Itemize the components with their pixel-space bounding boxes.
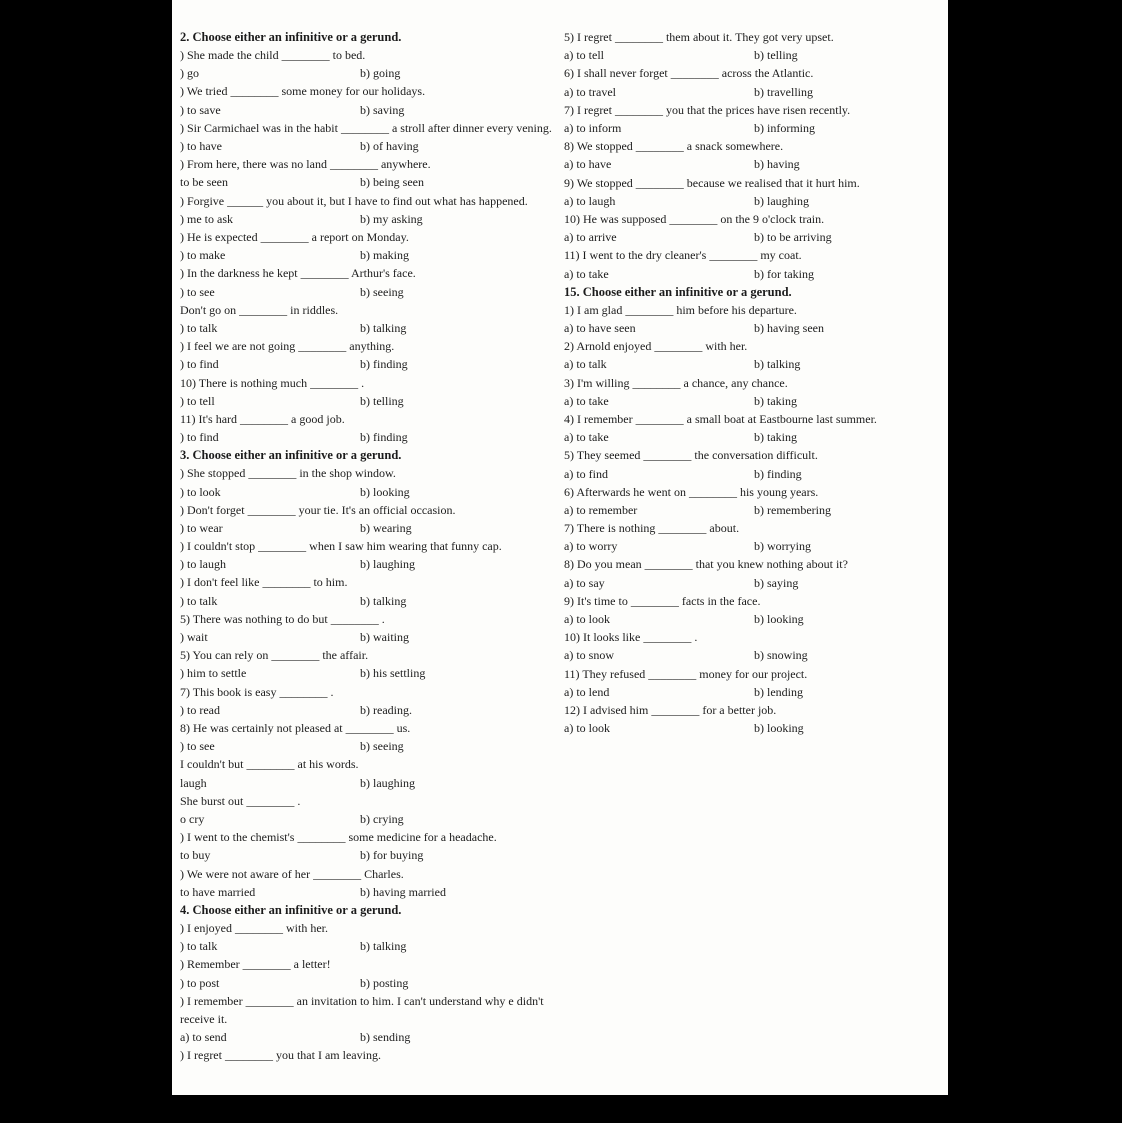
question-text: 7) I regret ________ you that the prices have risen recently. — [564, 102, 851, 117]
exercise-heading: 15. Choose either an infinitive or a gerund. — [564, 284, 792, 299]
question-text: ) I don't feel like ________ to him. — [180, 575, 348, 590]
question-text: 11) I went to the dry cleaner's ________ my coat. — [564, 248, 802, 263]
question-text: 9) We stopped ________ because we realised that it hurt him. — [564, 175, 860, 190]
answer-options — [180, 628, 565, 646]
option-b: b) of having — [360, 138, 419, 153]
option-a: a) to take — [564, 393, 609, 408]
option-a: a) to tell — [564, 48, 604, 63]
option-b: b) to be arriving — [754, 230, 832, 245]
question-text: 10) There is nothing much ________ . — [180, 375, 365, 390]
answer-options — [564, 392, 942, 410]
option-b: b) laughing — [360, 775, 415, 790]
answer-options — [180, 974, 565, 992]
option-a: ) to have — [180, 138, 222, 153]
option-a: ) to see — [180, 739, 215, 754]
question-text: 1) I am glad ________ him before his departure. — [564, 302, 797, 317]
question-text: 12) I advised him ________ for a better job. — [564, 703, 777, 718]
question-text: 6) Afterwards he went on ________ his young years. — [564, 484, 819, 499]
answer-options — [180, 810, 565, 828]
question-text: 10) He was supposed ________ on the 9 o'clock train. — [564, 211, 825, 226]
question-text: 4) I remember ________ a small boat at Eastbourne last summer. — [564, 411, 877, 426]
option-b: b) having — [754, 157, 800, 172]
answer-options — [180, 392, 565, 410]
option-a: a) to look — [564, 612, 610, 627]
option-a: a) to travel — [564, 84, 616, 99]
question-text: She burst out ________ . — [180, 793, 301, 808]
answer-options — [564, 646, 942, 664]
option-a: ) to laugh — [180, 557, 226, 572]
answer-options — [180, 210, 565, 228]
answer-options — [564, 155, 942, 173]
option-b: b) talking — [754, 357, 801, 372]
question-text: ) Don't forget ________ your tie. It's an official occasion. — [180, 502, 456, 517]
option-b: b) telling — [360, 393, 404, 408]
option-a: ) to tell — [180, 393, 215, 408]
option-a: ) to read — [180, 702, 220, 717]
answer-options — [564, 501, 942, 519]
option-b: b) having married — [360, 884, 446, 899]
option-b: b) reading. — [360, 702, 412, 717]
answer-options — [180, 137, 565, 155]
question-text: Don't go on ________ in riddles. — [180, 302, 339, 317]
option-a: ) to talk — [180, 939, 218, 954]
answer-options — [180, 428, 565, 446]
option-b: b) being seen — [360, 175, 424, 190]
option-b: b) laughing — [360, 557, 415, 572]
question-text: 7) There is nothing ________ about. — [564, 521, 740, 536]
question-text: ) I went to the chemist's ________ some medicine for a headache. — [180, 830, 497, 845]
option-b: b) remembering — [754, 502, 831, 517]
answer-options — [180, 173, 565, 191]
exercise-heading: 3. Choose either an infinitive or a gerund. — [180, 448, 402, 463]
worksheet-page — [172, 0, 948, 1095]
option-b: b) looking — [754, 721, 804, 736]
question-text: 5) You can rely on ________ the affair. — [180, 648, 369, 663]
question-text: ) We were not aware of her ________ Charles. — [180, 866, 404, 881]
option-a: ) wait — [180, 630, 208, 645]
option-a: a) to arrive — [564, 230, 617, 245]
option-a: a) to inform — [564, 120, 622, 135]
option-a: ) to find — [180, 430, 219, 445]
option-a: a) to have seen — [564, 320, 636, 335]
question-text: ) He is expected ________ a report on Monday. — [180, 229, 409, 244]
question-text: 8) He was certainly not pleased at ________ us. — [180, 721, 411, 736]
question-text: ) She stopped ________ in the shop window. — [180, 466, 396, 481]
option-b: b) sending — [360, 1030, 411, 1045]
answer-options — [564, 355, 942, 373]
right-column — [564, 28, 942, 737]
answer-options — [564, 465, 942, 483]
option-a: a) to worry — [564, 539, 618, 554]
answer-options — [180, 701, 565, 719]
question-text: ) From here, there was no land ________ anywhere. — [180, 157, 431, 172]
option-b: b) posting — [360, 975, 409, 990]
option-a: ) to look — [180, 484, 221, 499]
option-a: a) to look — [564, 721, 610, 736]
question-text: 5) I regret ________ them about it. They got very upset. — [564, 30, 834, 44]
option-b: b) seeing — [360, 284, 404, 299]
option-a: a) to snow — [564, 648, 614, 663]
option-a: laugh — [180, 775, 207, 790]
question-text: 8) We stopped ________ a snack somewhere. — [564, 139, 784, 154]
option-b: b) saying — [754, 575, 799, 590]
answer-options — [564, 610, 942, 628]
option-b: b) taking — [754, 393, 797, 408]
option-b: b) crying — [360, 812, 404, 827]
option-b: b) lending — [754, 684, 803, 699]
option-a: ) me to ask — [180, 211, 233, 226]
option-a: ) to see — [180, 284, 215, 299]
option-a: a) to say — [564, 575, 605, 590]
question-text: I couldn't but ________ at his words. — [180, 757, 359, 772]
answer-options — [180, 555, 565, 573]
option-b: b) laughing — [754, 193, 809, 208]
exercise-heading: 4. Choose either an infinitive or a gerund. — [180, 902, 402, 917]
option-b: b) going — [360, 66, 401, 81]
question-text: ) She made the child ________ to bed. — [180, 48, 366, 62]
question-text: ) I couldn't stop ________ when I saw him wearing that funny cap. — [180, 539, 502, 554]
option-a: a) to take — [564, 430, 609, 445]
option-b: b) my asking — [360, 211, 423, 226]
answer-options — [180, 246, 565, 264]
option-a: a) to have — [564, 157, 612, 172]
option-b: b) his settling — [360, 666, 426, 681]
option-b: b) for taking — [754, 266, 814, 281]
option-a: a) to laugh — [564, 193, 616, 208]
question-text: 2) Arnold enjoyed ________ with her. — [564, 339, 748, 354]
option-b: b) for buying — [360, 848, 424, 863]
answer-options — [564, 83, 942, 101]
option-b: b) saving — [360, 102, 405, 117]
question-text: 6) I shall never forget ________ across the Atlantic. — [564, 66, 814, 81]
question-text: ) I regret ________ you that I am leaving. — [180, 1048, 381, 1063]
answer-options — [180, 664, 565, 682]
question-text: 10) It looks like ________ . — [564, 630, 698, 645]
option-b: b) telling — [754, 48, 798, 63]
question-text: ) Sir Carmichael was in the habit ________ a stroll after dinner every vening. — [180, 120, 552, 135]
answer-options — [180, 846, 565, 864]
answer-options — [564, 537, 942, 555]
answer-options — [180, 355, 565, 373]
answer-options — [180, 283, 565, 301]
option-b: b) travelling — [754, 84, 813, 99]
answer-options — [564, 719, 942, 737]
option-b: b) wearing — [360, 520, 412, 535]
question-text: 7) This book is easy ________ . — [180, 684, 334, 699]
option-a: ) to talk — [180, 593, 218, 608]
option-b: b) having seen — [754, 320, 824, 335]
answer-options — [180, 319, 565, 337]
option-b: b) waiting — [360, 630, 409, 645]
option-a: o cry — [180, 812, 205, 827]
option-a: a) to send — [180, 1030, 227, 1045]
question-text: 3) I'm willing ________ a chance, any chance. — [564, 375, 788, 390]
option-b: b) taking — [754, 430, 797, 445]
option-a: a) to take — [564, 266, 609, 281]
option-b: b) informing — [754, 120, 815, 135]
option-a: ) him to settle — [180, 666, 247, 681]
answer-options — [180, 774, 565, 792]
question-text: 11) It's hard ________ a good job. — [180, 411, 345, 426]
answer-options — [564, 119, 942, 137]
question-text: ) In the darkness he kept ________ Arthur's face. — [180, 266, 416, 281]
answer-options — [564, 574, 942, 592]
answer-options — [564, 228, 942, 246]
option-b: b) looking — [754, 612, 804, 627]
option-b: b) looking — [360, 484, 410, 499]
option-b: b) seeing — [360, 739, 404, 754]
option-b: b) worrying — [754, 539, 811, 554]
option-a: ) to post — [180, 975, 220, 990]
option-b: b) snowing — [754, 648, 808, 663]
answer-options — [180, 483, 565, 501]
left-column — [180, 28, 565, 1065]
option-b: b) talking — [360, 593, 407, 608]
option-a: a) to remember — [564, 502, 638, 517]
answer-options — [180, 64, 565, 82]
question-text: 8) Do you mean ________ that you knew nothing about it? — [564, 557, 848, 572]
answer-options — [564, 428, 942, 446]
answer-options — [180, 519, 565, 537]
option-b: b) talking — [360, 320, 407, 335]
question-text: ) We tried ________ some money for our holidays. — [180, 84, 426, 99]
answer-options — [180, 737, 565, 755]
question-text: ) I remember ________ an invitation to him. I can't understand why e didn't receive it. — [180, 993, 544, 1026]
option-a: to have married — [180, 884, 256, 899]
answer-options — [564, 192, 942, 210]
answer-options — [564, 683, 942, 701]
answer-options — [564, 265, 942, 283]
option-b: b) talking — [360, 939, 407, 954]
option-b: b) making — [360, 248, 409, 263]
option-a: to be seen — [180, 175, 228, 190]
option-b: b) finding — [754, 466, 802, 481]
answer-options — [180, 1028, 565, 1046]
option-a: ) to make — [180, 248, 226, 263]
answer-options — [564, 319, 942, 337]
option-a: ) to wear — [180, 520, 223, 535]
option-a: ) go — [180, 66, 199, 81]
option-a: ) to save — [180, 102, 221, 117]
answer-options — [180, 592, 565, 610]
exercise-heading: 2. Choose either an infinitive or a gerund. — [180, 30, 402, 44]
question-text: ) I feel we are not going ________ anything. — [180, 339, 395, 354]
option-a: a) to find — [564, 466, 608, 481]
option-a: ) to find — [180, 357, 219, 372]
option-a: a) to lend — [564, 684, 610, 699]
option-a: ) to talk — [180, 320, 218, 335]
question-text: 9) It's time to ________ facts in the face. — [564, 593, 761, 608]
option-a: a) to talk — [564, 357, 607, 372]
option-b: b) finding — [360, 430, 408, 445]
question-text: ) Forgive ______ you about it, but I have to find out what has happened. — [180, 193, 528, 208]
answer-options — [564, 46, 942, 64]
question-text: 5) There was nothing to do but ________ . — [180, 611, 385, 626]
question-text: ) I enjoyed ________ with her. — [180, 920, 328, 935]
answer-options — [180, 937, 565, 955]
option-a: to buy — [180, 848, 211, 863]
option-b: b) finding — [360, 357, 408, 372]
question-text: 5) They seemed ________ the conversation difficult. — [564, 448, 818, 463]
answer-options — [180, 883, 565, 901]
question-text: 11) They refused ________ money for our project. — [564, 666, 808, 681]
answer-options — [180, 101, 565, 119]
question-text: ) Remember ________ a letter! — [180, 957, 331, 972]
